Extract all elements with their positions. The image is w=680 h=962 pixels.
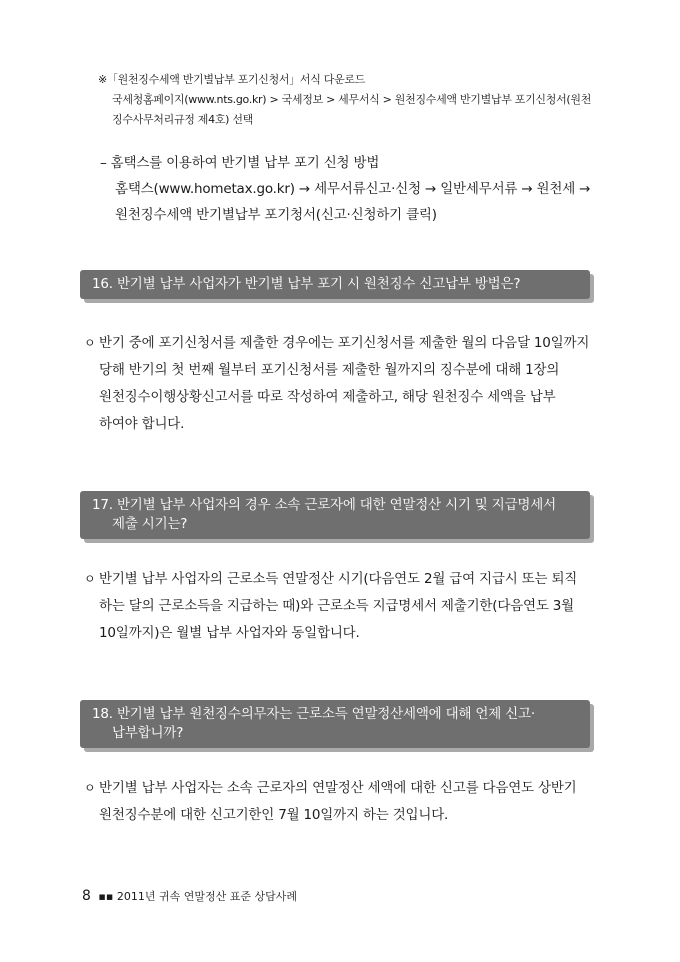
question-17-title: 17. 반기별 납부 사업자의 경우 소속 근로자에 대한 연말정산 시기 및 지급명세서 [92, 497, 556, 513]
question-18-header [80, 700, 590, 748]
hometax-method-path: 홈택스(www.hometax.go.kr) → 세무서류신고·신청 → 일반세무서류 → 원천세 → [115, 181, 591, 197]
question-17-title-cont: 제출 시기는? [112, 516, 188, 532]
download-note [98, 70, 618, 130]
answer-16-line: 반기 중에 포기신청서를 제출한 경우에는 포기신청서를 제출한 월의 다음달 10일까지 [99, 335, 590, 351]
download-note-path-cont: 징수사무처리규정 제4호) 선택 [112, 113, 253, 126]
answer-18-line: 원천징수분에 대한 신고기한인 7월 10일까지 하는 것입니다. [99, 807, 449, 823]
footer-title: ▪▪ 2011년 귀속 연말정산 표준 상담사례 [98, 890, 297, 903]
answer-16-line: 당해 반기의 첫 번째 월부터 포기신청서를 제출한 월까지의 징수분에 대해 1장의 [99, 362, 560, 378]
page-footer [82, 888, 297, 904]
answer-17 [84, 566, 604, 647]
download-note-title: ※「원천징수세액 반기별납부 포기신청서」서식 다운로드 [98, 73, 366, 86]
answer-18 [84, 775, 604, 829]
question-16-header [80, 270, 590, 299]
answer-17-line: 10일까지)은 월별 납부 사업자와 동일합니다. [99, 625, 360, 641]
answer-17-line: 반기별 납부 사업자의 근로소득 연말정산 시기(다음연도 2월 급여 지급시 또는 퇴직 [99, 571, 578, 587]
question-16-title: 16. 반기별 납부 사업자가 반기별 납부 포기 시 원천징수 신고납부 방법은? [92, 276, 521, 292]
answer-17-line: 하는 달의 근로소득을 지급하는 때)와 근로소득 지급명세서 제출기한(다음연도 3월 [99, 598, 575, 614]
answer-18-line: 반기별 납부 사업자는 소속 근로자의 연말정산 세액에 대한 신고를 다음연도 상반기 [99, 780, 577, 796]
bullet-icon: ㅇ [84, 336, 96, 350]
download-note-path: 국세청홈페이지(www.nts.go.kr) > 국세정보 > 세무서식 > 원천징수세액 반기별납부 포기신청서(원천 [112, 93, 592, 106]
page-number: 8 [82, 888, 91, 904]
hometax-method-heading: – 홈택스를 이용하여 반기별 납부 포기 신청 방법 [100, 155, 380, 171]
hometax-method [100, 150, 620, 228]
question-18-title: 18. 반기별 납부 원천징수의무자는 근로소득 연말정산세액에 대해 언제 신고· [92, 706, 535, 722]
question-17-header [80, 491, 590, 539]
answer-16 [84, 330, 604, 438]
bullet-icon: ㅇ [84, 781, 96, 795]
bullet-icon: ㅇ [84, 572, 96, 586]
answer-16-line: 하여야 합니다. [99, 416, 185, 432]
answer-16-line: 원천징수이행상황신고서를 따로 작성하여 제출하고, 해당 원천징수 세액을 납부 [99, 389, 556, 405]
hometax-method-path-cont: 원천징수세액 반기별납부 포기청서(신고·신청하기 클릭) [115, 207, 437, 223]
question-18-title-cont: 납부합니까? [112, 725, 184, 741]
